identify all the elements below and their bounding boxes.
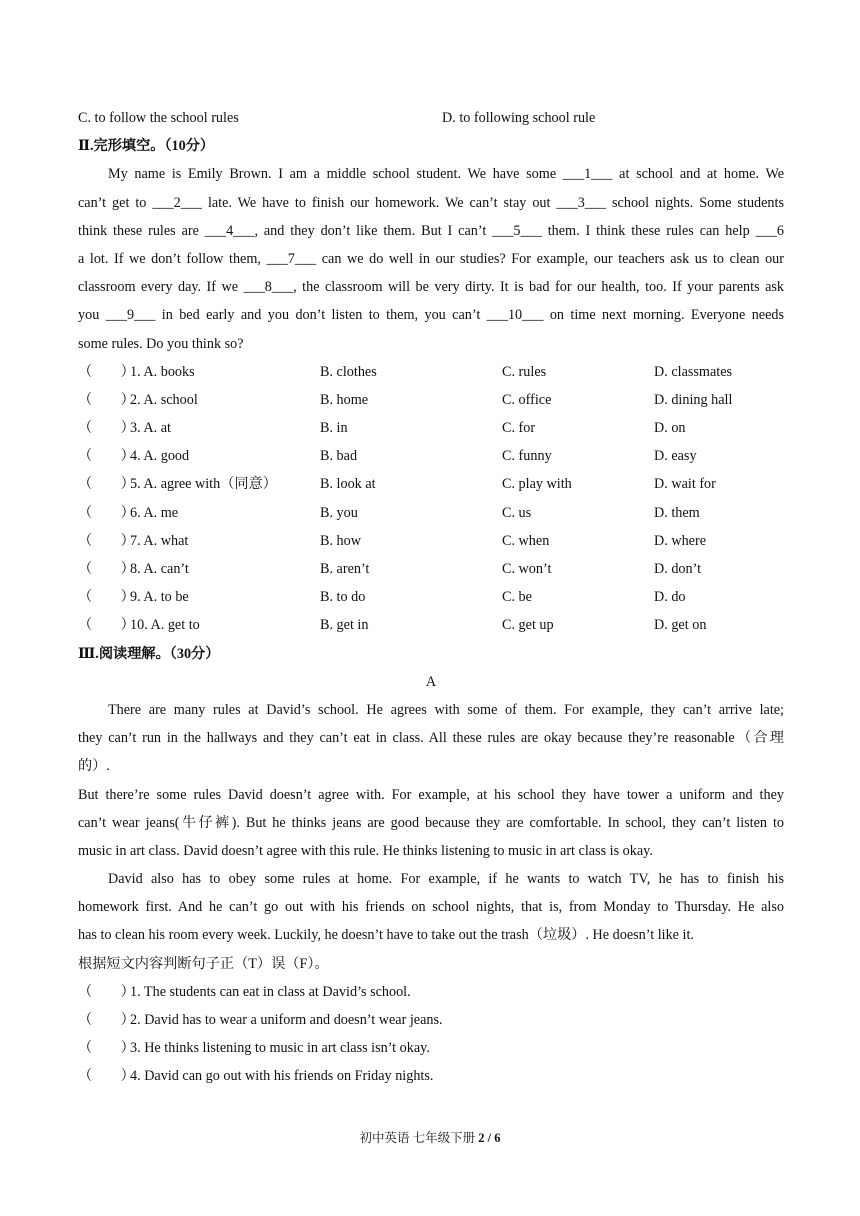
passage-line: David also has to obey some rules at home. For example, if he wants to watch TV, he has to finish his: [108, 871, 784, 888]
answer-bracket[interactable]: （ ）: [78, 983, 135, 1000]
passage-line: has to clean his room every week. Luckily, he doesn’t have to take out the trash（垃圾）. He doesn’t like it.: [78, 927, 694, 944]
passage-line: music in art class. David doesn’t agree with this rule. He thinks listening to music in art class is okay.: [78, 842, 653, 859]
passage-line: But there’re some rules David doesn’t agree with. For example, at his school they have tower a uniform and they: [78, 786, 784, 803]
tf-question: （ ）1. The students can eat in class at David’s school.: [78, 978, 784, 1006]
page-number: 2 / 6: [478, 1131, 501, 1145]
section-2-heading: Ⅱ.完形填空。（10分）: [78, 138, 215, 155]
answer-bracket[interactable]: （ ）: [78, 561, 135, 577]
answer-bracket[interactable]: （ ）: [78, 363, 135, 380]
section-3-heading: Ⅲ.阅读理解。（30分）: [78, 645, 220, 662]
cloze-line: classroom every day. If we ___8___, the classroom will be very dirty. It is bad for our health, too. If your parents ask: [78, 279, 784, 296]
cloze-line: can’t get to ___2___ late. We have to finish our homework. We can’t stay out ___3___ school nights. Some students: [78, 194, 784, 211]
answer-bracket[interactable]: （ ）: [78, 504, 135, 521]
previous-options: [78, 104, 784, 132]
answer-bracket[interactable]: （ ）: [78, 589, 135, 606]
passage-line: There are many rules at David’s school. He agrees with some of them. For example, they can’t arrive late;: [108, 701, 784, 718]
cloze-line: My name is Emily Brown. I am a middle school student. We have some ___1___ at school and at home. We: [108, 166, 784, 183]
question-row: （ ）9. A. to be B. to do C. be D. do: [78, 583, 784, 611]
answer-bracket[interactable]: （ ）: [78, 391, 135, 408]
answer-bracket[interactable]: （ ）: [78, 1012, 135, 1028]
cloze-passage: [78, 160, 784, 357]
question-row: （ ）8. A. can’t B. aren’t C. won’t D. don’t: [78, 555, 784, 583]
question-row: （ ）5. A. agree with（同意） B. look at C. play with D. wait for: [78, 470, 784, 498]
reading-passage: [78, 696, 784, 978]
tf-question: （ ）3. He thinks listening to music in art class isn’t okay.: [78, 1034, 784, 1062]
answer-bracket[interactable]: （ ）: [78, 448, 135, 465]
passage-line: they can’t run in the hallways and they can’t eat in class. All these rules are okay because they’re reasonable（合理: [78, 730, 784, 747]
document-page: [78, 104, 784, 1091]
footer-label: 初中英语 七年级下册: [359, 1131, 476, 1145]
option-d: D. to following school rule: [442, 110, 596, 126]
tf-question: （ ）2. David has to wear a uniform and doesn’t wear jeans.: [78, 1006, 784, 1034]
answer-bracket[interactable]: （ ）: [78, 420, 135, 437]
true-false-questions: [78, 978, 784, 1091]
passage-line: can’t wear jeans(牛仔裤). But he thinks jeans are good because they are comfortable. In school, they can’t listen to: [78, 814, 784, 831]
passage-label: A: [425, 673, 437, 690]
question-row: （ ）10. A. get to B. get in C. get up D. get on: [78, 611, 784, 639]
answer-bracket[interactable]: （ ）: [78, 617, 135, 634]
cloze-questions: [78, 358, 784, 640]
answer-bracket[interactable]: （ ）: [78, 476, 135, 493]
question-row: （ ）6. A. me B. you C. us D. them: [78, 499, 784, 527]
passage-line: 的）.: [78, 758, 110, 775]
question-row: （ ）4. A. good B. bad C. funny D. easy: [78, 442, 784, 470]
passage-line: homework first. And he can’t go out with his friends on school nights, that is, from Monday to Thursday. He also: [78, 899, 784, 916]
tf-question: （ ）4. David can go out with his friends on Friday nights.: [78, 1062, 784, 1090]
instruction: 根据短文内容判断句子正（T）误（F）。: [78, 955, 329, 972]
option-c: C. to follow the school rules: [78, 110, 239, 126]
cloze-line: you ___9___ in bed early and you don’t listen to them, you can’t ___10___ on time next morning. Everyone needs: [78, 307, 784, 324]
question-row: （ ）3. A. at B. in C. for D. on: [78, 414, 784, 442]
page-footer: [0, 1128, 860, 1146]
answer-bracket[interactable]: （ ）: [78, 1040, 135, 1057]
answer-bracket[interactable]: （ ）: [78, 1068, 135, 1085]
answer-bracket[interactable]: （ ）: [78, 532, 135, 549]
cloze-line: a lot. If we don’t follow them, ___7___ can we do well in our studies? For example, our teachers ask us to clean our: [78, 250, 784, 267]
question-row: （ ）2. A. school B. home C. office D. dining hall: [78, 386, 784, 414]
cloze-line: some rules. Do you think so?: [78, 335, 244, 352]
cloze-line: think these rules are ___4___, and they don’t like them. But I can’t ___5___ them. I think these rules can help ___6: [78, 222, 784, 239]
question-row: （ ）1. A. books B. clothes C. rules D. classmates: [78, 358, 784, 386]
question-row: （ ）7. A. what B. how C. when D. where: [78, 527, 784, 555]
